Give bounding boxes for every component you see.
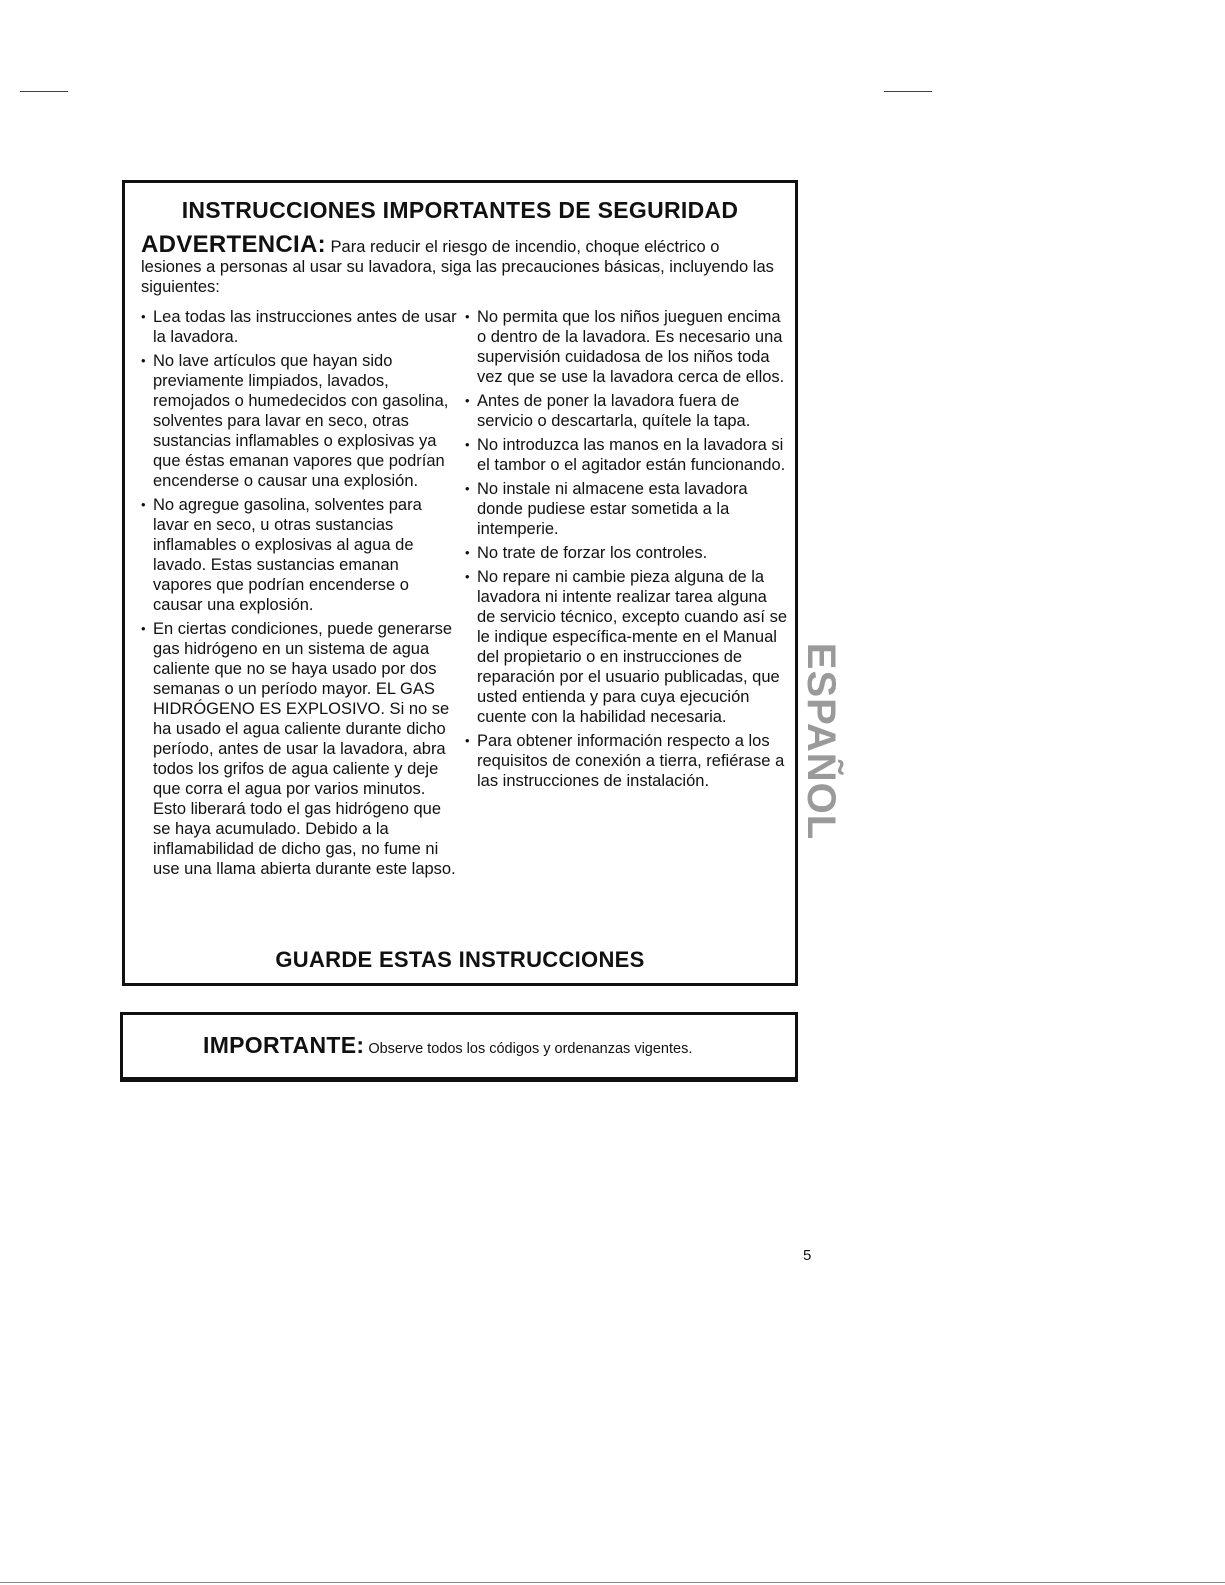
list-item: • Antes de poner la lavadora fuera de servicio o descartarla, quítele la tapa. bbox=[465, 391, 787, 431]
list-item: • No instale ni almacene esta lavadora donde pudiese estar sometida a la intemperie. bbox=[465, 479, 787, 539]
list-item: • No repare ni cambie pieza alguna de la lavadora ni intente realizar tarea alguna de servicio técnico, excepto cuando así se le indique específica-mente en el Manual del propietario o en instrucciones de reparación por el usuario publicadas, que usted entienda y para cuya ejecución cuente con la habilidad necesaria. bbox=[465, 567, 787, 727]
important-notice-box bbox=[120, 1012, 798, 1082]
bottom-rule bbox=[0, 1582, 1225, 1583]
language-tab-label: ESPAÑOL bbox=[799, 642, 844, 840]
warning-text: Para reducir el riesgo de incendio, choque eléctrico o lesiones a personas al usar su lavadora, siga las precauciones básicas, incluyendo las siguientes: bbox=[141, 238, 774, 296]
list-item: • No trate de forzar los controles. bbox=[465, 543, 787, 563]
save-instructions-heading: GUARDE ESTAS INSTRUCCIONES bbox=[275, 947, 645, 972]
crop-mark-right bbox=[884, 91, 932, 92]
list-item: • No lave artículos que hayan sido previamente limpiados, lavados, remojados o humedecidos con gasolina, solventes para lavar en seco, otras sustancias inflamables o explosivas ya que éstas emanan vapores que podrían encenderse o causar una explosión. bbox=[141, 351, 457, 491]
warning-paragraph bbox=[141, 231, 781, 297]
left-precautions-list bbox=[141, 307, 457, 883]
safety-title: INSTRUCCIONES IMPORTANTES DE SEGURIDAD bbox=[181, 197, 739, 223]
list-item: • No introduzca las manos en la lavadora si el tambor o el agitador están funcionando. bbox=[465, 435, 787, 475]
crop-mark-left bbox=[20, 91, 68, 92]
list-item: • No agregue gasolina, solventes para lavar en seco, u otras sustancias inflamables o explosivas al agua de lavado. Estas sustancias emanan vapores que podrían encenderse o causar una explosión. bbox=[141, 495, 457, 615]
warning-label: ADVERTENCIA: bbox=[141, 231, 326, 258]
list-item: • Para obtener información respecto a los requisitos de conexión a tierra, refiérase a las instrucciones de instalación. bbox=[465, 731, 787, 791]
right-precautions-list bbox=[465, 307, 787, 795]
list-item: • No permita que los niños jueguen encima o dentro de la lavadora. Es necesario una supervisión cuidadosa de los niños toda vez que se use la lavadora cerca de ellos. bbox=[465, 307, 787, 387]
page-number: 5 bbox=[803, 1247, 812, 1264]
important-label: IMPORTANTE: bbox=[203, 1032, 365, 1058]
important-notice bbox=[203, 1032, 692, 1059]
list-item: • En ciertas condiciones, puede generarse gas hidrógeno en un sistema de agua caliente que no se haya usado por dos semanas o un período mayor. EL GAS HIDRÓGENO ES EXPLOSIVO. Si no se ha usado el agua caliente durante dicho período, antes de usar la lavadora, abra todos los grifos de agua caliente y deje que corra el agua por varios minutos. Esto liberará todo el gas hidrógeno que se haya acumulado. Debido a la inflamabilidad de dicho gas, no fume ni use una llama abierta durante este lapso. bbox=[141, 619, 457, 879]
important-text: Observe todos los códigos y ordenanzas vigentes. bbox=[364, 1041, 693, 1057]
language-side-tab bbox=[790, 636, 852, 846]
safety-instructions-box bbox=[122, 180, 798, 986]
list-item: • Lea todas las instrucciones antes de usar la lavadora. bbox=[141, 307, 457, 347]
